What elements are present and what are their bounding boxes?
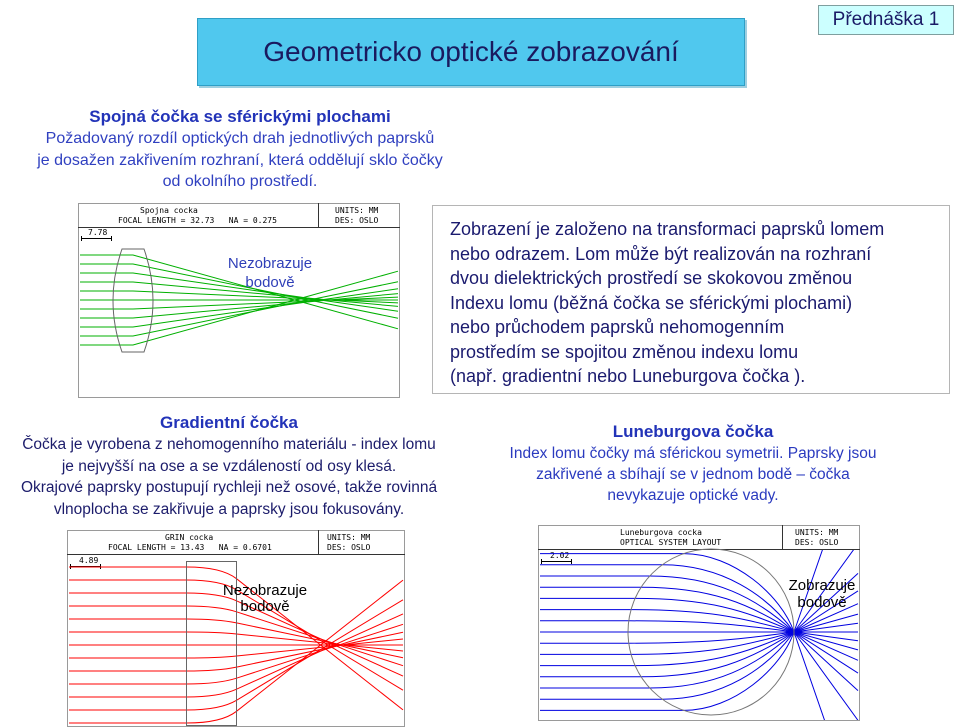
scale-label: 2.02 (550, 551, 570, 560)
diagram-note: bodově (240, 598, 290, 615)
diagram-note: Zobrazuje (788, 577, 856, 594)
gradient-lens-heading: Gradientní čočka (160, 413, 298, 432)
gradient-lens-text-line: Čočka je vyrobena z nehomogenního materiálu - index lomu (22, 436, 436, 453)
convex-lens-text-line: je dosažen zakřivením rozhraní, která oddělují sklo čočky (37, 151, 443, 169)
intro-text-line: dvou dielektrických prostředí se skokovou změnou (450, 268, 853, 288)
luneburg-lens-ray-diagram (538, 525, 860, 721)
intro-text-line: nebo odrazem. Lom může být realizován na rozhraní (450, 243, 872, 264)
diagram-info: FOCAL LENGTH = 32.73 NA = 0.275 (118, 216, 277, 225)
diagram-units: UNITS: MM (327, 533, 371, 542)
diagram-designer: DES: OSLO (795, 538, 839, 547)
slide-title-box (197, 18, 745, 86)
luneburg-lens-ray-trace (538, 525, 860, 721)
diagram-note: bodově (797, 594, 847, 611)
intro-text-line: prostředím se spojitou změnou indexu lomu (450, 341, 799, 362)
gradient-lens-text-line: Okrajové paprsky postupují rychleji než osové, takže rovinná (20, 479, 438, 496)
diagram-units: UNITS: MM (335, 206, 379, 215)
luneburg-lens-heading: Luneburgova čočka (612, 422, 774, 441)
diagram-designer: DES: OSLO (335, 216, 379, 225)
intro-paragraph-box (432, 205, 950, 394)
gradient-lens-text-line: vlnoplocha se zakřivuje a paprsky jsou fokusovány. (53, 500, 405, 518)
convex-lens-ray-trace (78, 203, 400, 398)
intro-text-line: Indexu lomu (běžná čočka se sférickými plochami) (450, 292, 853, 313)
intro-text-line: (např. gradientní nebo Luneburgova čočka ). (450, 366, 806, 386)
gradient-lens-text-line: je nejvyšší na ose a se vzdáleností od osy klesá. (61, 457, 397, 475)
diagram-info: FOCAL LENGTH = 13.43 NA = 0.6701 (108, 543, 272, 552)
intro-text-line: Zobrazení je založeno na transformaci paprsků lomem (450, 219, 885, 239)
convex-lens-text-line: Požadovaný rozdíl optických drah jednotlivých paprsků (45, 130, 435, 147)
lecture-badge-label: Přednáška 1 (832, 9, 940, 30)
grin-lens-ray-trace (67, 530, 405, 727)
diagram-title: Spojna cocka (140, 206, 198, 215)
scale-label: 4.89 (79, 556, 99, 565)
intro-text-line: nebo průchodem paprsků nehomogenním (450, 317, 785, 337)
diagram-units: UNITS: MM (795, 528, 839, 537)
convex-lens-ray-diagram (78, 203, 400, 398)
diagram-info: OPTICAL SYSTEM LAYOUT (620, 538, 722, 547)
diagram-title: Luneburgova cocka (620, 528, 702, 537)
slide-title: Geometricko optické zobrazování (263, 36, 679, 67)
diagram-note: bodově (245, 274, 295, 291)
scale-label: 7.78 (88, 228, 108, 237)
luneburg-lens-text-line: Index lomu čočky má sférickou symetrii. Paprsky jsou (509, 445, 877, 462)
convex-lens-section (0, 106, 480, 193)
grin-lens-ray-diagram (67, 530, 405, 727)
luneburg-lens-section (478, 421, 908, 506)
luneburg-lens-text-line: nevykazuje optické vady. (607, 487, 779, 504)
convex-lens-heading: Spojná čočka se sférickými plochami (89, 107, 391, 126)
diagram-designer: DES: OSLO (327, 543, 371, 552)
diagram-note: Nezobrazuje (227, 255, 313, 272)
diagram-title: GRIN cocka (165, 533, 214, 542)
lecture-badge (818, 5, 954, 35)
gradient-lens-section (0, 412, 458, 520)
convex-lens-text-line: od okolního prostředí. (162, 173, 318, 190)
luneburg-lens-text-line: zakřivené a sbíhají se v jednom bodě – čočka (536, 466, 850, 483)
diagram-note: Nezobrazuje (222, 582, 308, 599)
